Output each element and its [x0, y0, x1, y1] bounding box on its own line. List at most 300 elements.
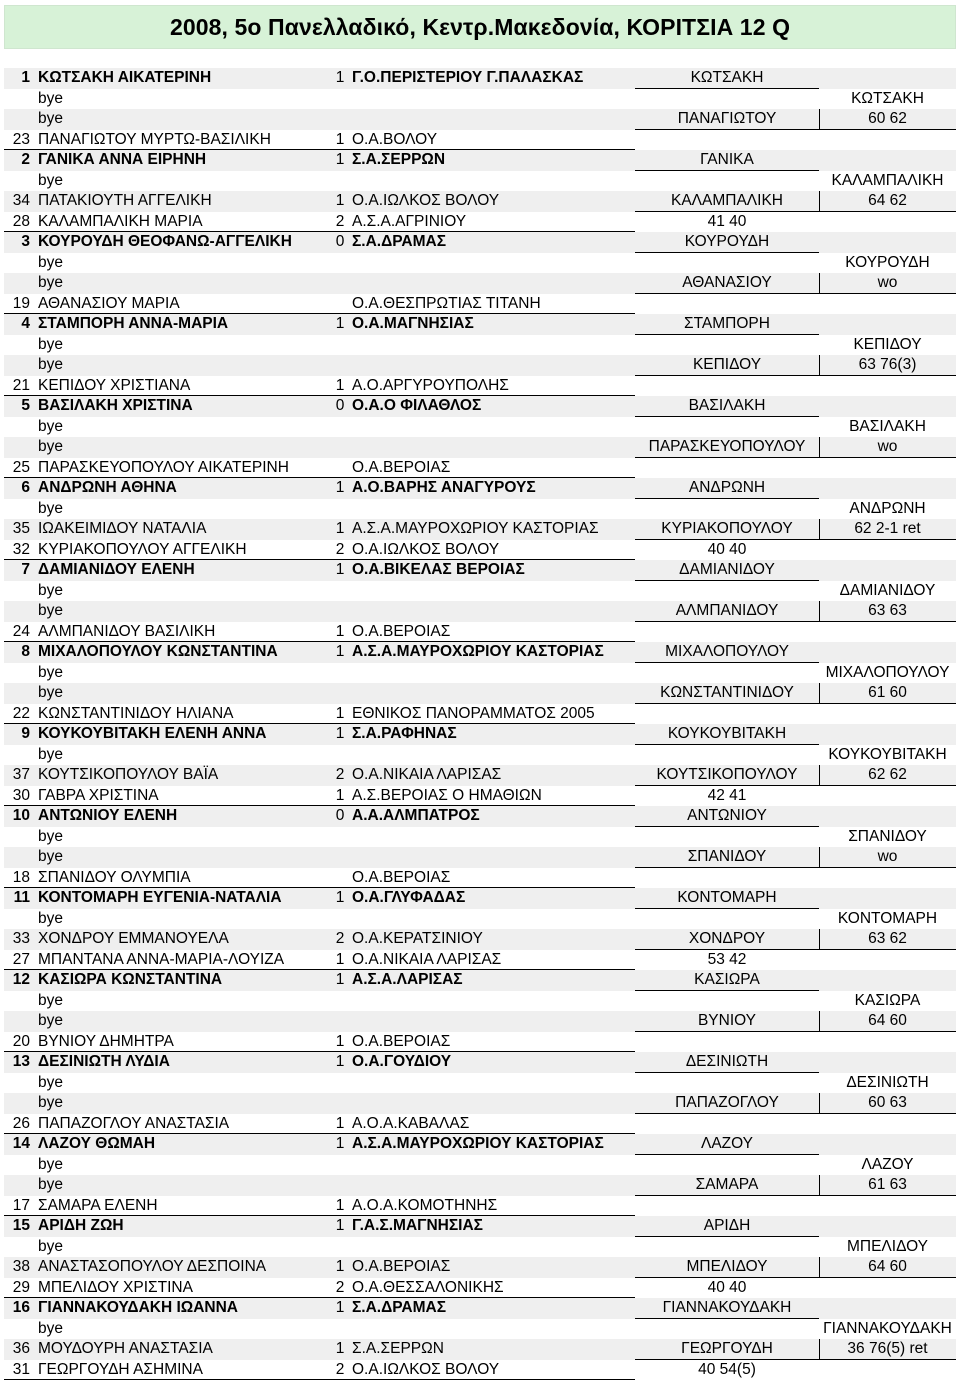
player-name: ΚΑΛΑΜΠΑΛΙΚΗ ΜΑΡΙΑ: [38, 212, 203, 230]
round1-result: 41 40: [707, 212, 747, 230]
draw-row: [4, 806, 956, 827]
player-name: ΚΟΥΚΟΥΒΙΤΑΚΗ ΕΛΕΝΗ ΑΝΝΑ: [38, 725, 267, 742]
list-flag: 1: [335, 1032, 345, 1050]
club-name: Ο.Α.ΒΕΡΟΙΑΣ: [352, 868, 451, 886]
club-name: Σ.Α.ΡΑΦΗΝΑΣ: [352, 725, 457, 742]
draw-row: [4, 212, 956, 233]
seed-number: 32: [12, 540, 30, 558]
round1-result: ΣΠΑΝΙΔΟΥ: [635, 847, 820, 868]
list-flag: 2: [335, 212, 345, 230]
round2-result: wo: [819, 273, 956, 294]
draw-row: [4, 622, 956, 643]
round2-result: 36 76(5) ret: [819, 1339, 956, 1360]
round1-result: ΚΟΥΡΟΥΔΗ: [635, 232, 819, 253]
player-name: bye: [38, 1237, 63, 1255]
round1-result: 40 40: [707, 540, 747, 558]
draw-row: [4, 273, 956, 294]
draw-row: [4, 663, 956, 684]
draw-row: [4, 888, 956, 909]
draw-row: [4, 1155, 956, 1176]
list-flag: 1: [335, 192, 345, 209]
player-name: ΛΑΖΟΥ ΘΩΜΑΗ: [38, 1135, 156, 1152]
round2-result: 61 60: [819, 683, 956, 704]
draw-row: [4, 929, 956, 950]
draw-row: [4, 1237, 956, 1258]
round1-result: ΜΠΕΛΙΔΟΥ: [635, 1257, 820, 1278]
player-name: ΚΕΠΙΔΟΥ ΧΡΙΣΤΙΑΝΑ: [38, 376, 191, 394]
seed-number: 36: [12, 1340, 30, 1357]
round1-result: ΠΑΝΑΓΙΩΤΟΥ: [635, 109, 820, 130]
round2-result: ΔΑΜΙΑΝΙΔΟΥ: [819, 581, 956, 602]
round2-result: 64 60: [819, 1257, 956, 1278]
club-name: Γ.Ο.ΠΕΡΙΣΤΕΡΙΟΥ Γ.ΠΑΛΑΣΚΑΣ: [352, 69, 584, 86]
round1-result: ΑΝΤΩΝΙΟΥ: [635, 806, 819, 827]
round1-result: ΓΑΝΙΚΑ: [635, 150, 819, 171]
seed-number: 6: [21, 479, 30, 496]
list-flag: 2: [335, 540, 345, 558]
round1-result: ΚΕΠΙΔΟΥ: [635, 355, 820, 376]
club-name: ΕΘΝΙΚΟΣ ΠΑΝΟΡΑΜΜΑΤΟΣ 2005: [352, 704, 595, 722]
club-name: Ο.Α.ΝΙΚΑΙΑ ΛΑΡΙΣΑΣ: [352, 766, 502, 783]
player-name: bye: [38, 110, 63, 127]
player-name: ΑΡΙΔΗ ΖΩΗ: [38, 1217, 124, 1234]
club-name: Ο.Α.ΙΩΛΚΟΣ ΒΟΛΟΥ: [352, 540, 500, 558]
player-name: bye: [38, 1073, 63, 1091]
round2-result: ΣΠΑΝΙΔΟΥ: [819, 827, 956, 848]
round2-result: ΓΙΑΝΝΑΚΟΥΔΑΚΗ: [819, 1319, 956, 1340]
list-flag: 1: [335, 1196, 345, 1214]
page-title: 2008, 5ο Πανελλαδικό, Κεντρ.Μακεδονία, ΚΟΡΙΤΣΙΑ 12 Q: [169, 13, 791, 40]
club-name: Α.Σ.Α.ΜΑΥΡΟΧΩΡΙΟΥ ΚΑΣΤΟΡΙΑΣ: [352, 520, 599, 537]
player-name: ΣΠΑΝΙΔΟΥ ΟΛΥΜΠΙΑ: [38, 868, 191, 886]
round1-result: ΑΘΑΝΑΣΙΟΥ: [635, 273, 820, 294]
list-flag: 2: [335, 930, 345, 947]
club-name: Σ.Α.ΣΕΡΡΩΝ: [352, 1340, 444, 1357]
player-name: bye: [38, 581, 63, 599]
player-name: ΚΥΡΙΑΚΟΠΟΥΛΟΥ ΑΓΓΕΛΙΚΗ: [38, 540, 247, 558]
round2-result: ΚΟΥΡΟΥΔΗ: [819, 253, 956, 274]
draw-row: [4, 1298, 956, 1319]
seed-number: 2: [21, 151, 30, 168]
player-name: ΒΑΣΙΛΑΚΗ ΧΡΙΣΤΙΝΑ: [38, 397, 193, 414]
club-name: Ο.Α.ΒΕΡΟΙΑΣ: [352, 458, 451, 476]
club-name: Ο.Α.ΜΑΓΝΗΣΙΑΣ: [352, 315, 474, 332]
club-name: Α.Σ.Α.ΛΑΡΙΣΑΣ: [352, 971, 463, 988]
draw-row: [4, 1360, 956, 1381]
seed-number: 34: [12, 192, 30, 209]
round2-result: ΚΟΝΤΟΜΑΡΗ: [819, 909, 956, 930]
player-name: ΔΑΜΙΑΝΙΔΟΥ ΕΛΕΝΗ: [38, 561, 195, 578]
round1-result: ΚΩΤΣΑΚΗ: [635, 68, 819, 89]
round1-result: 40 54(5): [698, 1360, 756, 1378]
round1-result: ΚΩΝΣΤΑΝΤΙΝΙΔΟΥ: [635, 683, 820, 704]
round2-result: ΚΑΣΙΩΡΑ: [819, 991, 956, 1012]
player-name: ΓΙΑΝΝΑΚΟΥΔΑΚΗ ΙΩΑΝΝΑ: [38, 1299, 238, 1316]
list-flag: 0: [335, 233, 345, 250]
round1-result: ΠΑΡΑΣΚΕΥΟΠΟΥΛΟΥ: [635, 437, 820, 458]
draw-row: [4, 786, 956, 807]
list-flag: 1: [335, 520, 345, 537]
round2-result: ΚΑΛΑΜΠΑΛΙΚΗ: [819, 171, 956, 192]
player-name: ΧΟΝΔΡΟΥ ΕΜΜΑΝΟΥΕΛΑ: [38, 930, 229, 947]
list-flag: 2: [335, 1360, 345, 1378]
seed-number: 7: [21, 561, 30, 578]
seed-number: 22: [12, 704, 30, 722]
club-name: Ο.Α.ΒΟΛΟΥ: [352, 130, 438, 148]
seed-number: 13: [12, 1053, 30, 1070]
seed-number: 4: [21, 315, 30, 332]
seed-number: 24: [12, 622, 30, 640]
round2-result: ΚΩΤΣΑΚΗ: [819, 89, 956, 110]
club-name: Ο.Α.ΒΙΚΕΛΑΣ ΒΕΡΟΙΑΣ: [352, 561, 525, 578]
draw-row: [4, 1339, 956, 1360]
player-name: bye: [38, 1319, 63, 1337]
round1-result: ΔΑΜΙΑΝΙΔΟΥ: [635, 560, 819, 581]
list-flag: 1: [335, 376, 345, 394]
club-name: Σ.Α.ΔΡΑΜΑΣ: [352, 233, 447, 250]
draw-row: [4, 950, 956, 971]
player-name: ΚΩΝΣΤΑΝΤΙΝΙΔΟΥ ΗΛΙΑΝΑ: [38, 704, 234, 722]
round2-result: ΚΕΠΙΔΟΥ: [819, 335, 956, 356]
club-name: Ο.Α.ΙΩΛΚΟΣ ΒΟΛΟΥ: [352, 1360, 500, 1378]
draw-row: [4, 232, 956, 253]
draw-row: [4, 314, 956, 335]
draw-row: [4, 868, 956, 889]
club-name: Ο.Α.ΓΛΥΦΑΔΑΣ: [352, 889, 466, 906]
round2-result: ΒΑΣΙΛΑΚΗ: [819, 417, 956, 438]
club-name: Α.Ο.ΒΑΡΗΣ ΑΝΑΓΥΡΟΥΣ: [352, 479, 536, 496]
player-name: ΜΟΥΔΟΥΡΗ ΑΝΑΣΤΑΣΙΑ: [38, 1340, 213, 1357]
draw-row: [4, 478, 956, 499]
draw-row: [4, 355, 956, 376]
player-name: ΑΝΤΩΝΙΟΥ ΕΛΕΝΗ: [38, 807, 178, 824]
round1-result: ΑΝΔΡΩΝΗ: [635, 478, 819, 499]
seed-number: 14: [12, 1135, 30, 1152]
list-flag: 2: [335, 766, 345, 783]
player-name: bye: [38, 335, 63, 353]
round2-result: 63 62: [819, 929, 956, 950]
draw-row: [4, 1052, 956, 1073]
player-name: ΓΑΒΡΑ ΧΡΙΣΤΙΝΑ: [38, 786, 159, 804]
draw-row: [4, 581, 956, 602]
seed-number: 25: [12, 458, 30, 476]
round1-result: ΓΙΑΝΝΑΚΟΥΔΑΚΗ: [635, 1298, 819, 1319]
club-name: Ο.Α.ΚΕΡΑΤΣΙΝΙΟΥ: [352, 930, 483, 947]
round1-result: ΚΑΣΙΩΡΑ: [635, 970, 819, 991]
list-flag: 1: [335, 643, 345, 660]
player-name: bye: [38, 417, 63, 435]
seed-number: 16: [12, 1299, 30, 1316]
player-name: bye: [38, 499, 63, 517]
round1-result: ΚΟΥΚΟΥΒΙΤΑΚΗ: [635, 724, 819, 745]
seed-number: 21: [12, 376, 30, 394]
draw-row: [4, 601, 956, 622]
player-name: ΜΙΧΑΛΟΠΟΥΛΟΥ ΚΩΝΣΤΑΝΤΙΝΑ: [38, 643, 278, 660]
round1-result: ΒΥΝΙΟΥ: [635, 1011, 820, 1032]
list-flag: 1: [335, 315, 345, 332]
round2-result: ΔΕΣΙΝΙΩΤΗ: [819, 1073, 956, 1094]
club-name: Α.Σ.ΒΕΡΟΙΑΣ Ο ΗΜΑΘΙΩΝ: [352, 786, 542, 804]
draw-row: [4, 253, 956, 274]
round2-result: 60 63: [819, 1093, 956, 1114]
draw-row: [4, 827, 956, 848]
draw-row: [4, 1257, 956, 1278]
list-flag: 0: [335, 807, 345, 824]
round2-result: ΜΠΕΛΙΔΟΥ: [819, 1237, 956, 1258]
draw-row: [4, 642, 956, 663]
player-name: ΣΤΑΜΠΟΡΗ ΑΝΝΑ-ΜΑΡΙΑ: [38, 315, 229, 332]
seed-number: 33: [12, 930, 30, 947]
player-name: ΙΩΑΚΕΙΜΙΔΟΥ ΝΑΤΑΛΙΑ: [38, 520, 207, 537]
round1-result: ΑΛΜΠΑΝΙΔΟΥ: [635, 601, 820, 622]
player-name: ΚΟΥΡΟΥΔΗ ΘΕΟΦΑΝΩ-ΑΓΓΕΛΙΚΗ: [38, 233, 292, 250]
club-name: Ο.Α.ΒΕΡΟΙΑΣ: [352, 1032, 451, 1050]
draw-row: [4, 1073, 956, 1094]
seed-number: 8: [21, 643, 30, 660]
draw-row: [4, 499, 956, 520]
round1-result: ΒΑΣΙΛΑΚΗ: [635, 396, 819, 417]
club-name: Ο.Α.ΝΙΚΑΙΑ ΛΑΡΙΣΑΣ: [352, 950, 502, 968]
draw-row: [4, 437, 956, 458]
draw-row: [4, 1216, 956, 1237]
player-name: bye: [38, 356, 63, 373]
list-flag: 1: [335, 130, 345, 148]
seed-number: 10: [12, 807, 30, 824]
player-name: ΚΩΤΣΑΚΗ ΑΙΚΑΤΕΡΙΝΗ: [38, 69, 212, 86]
player-name: ΠΑΠΑΖΟΓΛΟΥ ΑΝΑΣΤΑΣΙΑ: [38, 1114, 230, 1132]
club-name: Ο.Α.ΓΟΥΔΙΟΥ: [352, 1053, 452, 1070]
seed-number: 38: [12, 1258, 30, 1275]
seed-number: 5: [21, 397, 30, 414]
round1-result: ΛΑΖΟΥ: [635, 1134, 819, 1155]
seed-number: 35: [12, 520, 30, 537]
seed-number: 28: [12, 212, 30, 230]
seed-number: 1: [21, 69, 30, 86]
seed-number: 12: [12, 971, 30, 988]
club-name: Α.Α.ΑΛΜΠΑΤΡΟΣ: [352, 807, 480, 824]
player-name: bye: [38, 684, 63, 701]
draw-row: [4, 1093, 956, 1114]
player-name: ΑΝΑΣΤΑΣΟΠΟΥΛΟΥ ΔΕΣΠΟΙΝΑ: [38, 1258, 267, 1275]
player-name: ΒΥΝΙΟΥ ΔΗΜΗΤΡΑ: [38, 1032, 174, 1050]
list-flag: 1: [335, 1053, 345, 1070]
draw-row: [4, 376, 956, 397]
round1-result: ΚΟΥΤΣΙΚΟΠΟΥΛΟΥ: [635, 765, 820, 786]
draw-row: [4, 1011, 956, 1032]
round2-result: 60 62: [819, 109, 956, 130]
round2-result: ΛΑΖΟΥ: [819, 1155, 956, 1176]
seed-number: 26: [12, 1114, 30, 1132]
club-name: Α.Σ.Α.ΜΑΥΡΟΧΩΡΙΟΥ ΚΑΣΤΟΡΙΑΣ: [352, 1135, 604, 1152]
list-flag: 1: [335, 725, 345, 742]
player-name: bye: [38, 848, 63, 865]
draw-row: [4, 745, 956, 766]
list-flag: 1: [335, 561, 345, 578]
draw-row: [4, 171, 956, 192]
round1-result: ΑΡΙΔΗ: [635, 1216, 819, 1237]
draw-row: [4, 560, 956, 581]
club-name: Σ.Α.ΣΕΡΡΩΝ: [352, 151, 446, 168]
player-name: ΓΕΩΡΓΟΥΔΗ ΑΣΗΜΙΝΑ: [38, 1360, 203, 1378]
round1-result: ΔΕΣΙΝΙΩΤΗ: [635, 1052, 819, 1073]
draw-row: [4, 294, 956, 315]
player-name: bye: [38, 1176, 63, 1193]
seed-number: 3: [21, 233, 30, 250]
draw-row: [4, 1196, 956, 1217]
draw-row: [4, 847, 956, 868]
player-name: bye: [38, 274, 63, 291]
club-name: Α.Ο.Α.ΚΑΒΑΛΑΣ: [352, 1114, 470, 1132]
draw-row: [4, 109, 956, 130]
round2-result: wo: [819, 847, 956, 868]
list-flag: 1: [335, 1217, 345, 1234]
round1-result: ΠΑΠΑΖΟΓΛΟΥ: [635, 1093, 820, 1114]
round1-result: ΣΑΜΑΡΑ: [635, 1175, 820, 1196]
player-name: ΚΑΣΙΩΡΑ ΚΩΝΣΤΑΝΤΙΝΑ: [38, 971, 223, 988]
round1-result: 53 42: [707, 950, 747, 968]
list-flag: 1: [335, 1135, 345, 1152]
player-name: ΠΑΤΑΚΙΟΥΤΗ ΑΓΓΕΛΙΚΗ: [38, 192, 212, 209]
draw-row: [4, 417, 956, 438]
round1-result: 42 41: [707, 786, 747, 804]
round2-result: 63 76(3): [819, 355, 956, 376]
club-name: Ο.Α.ΘΕΣΣΑΛΟΝΙΚΗΣ: [352, 1278, 504, 1296]
club-name: Α.Σ.Α.ΑΓΡΙΝΙΟΥ: [352, 212, 467, 230]
round1-result: ΜΙΧΑΛΟΠΟΥΛΟΥ: [635, 642, 819, 663]
seed-number: 29: [12, 1278, 30, 1296]
seed-number: 27: [12, 950, 30, 968]
player-name: bye: [38, 438, 63, 455]
draw-row: [4, 89, 956, 110]
draw-row: [4, 724, 956, 745]
round2-result: 64 62: [819, 191, 956, 212]
round2-result: ΜΙΧΑΛΟΠΟΥΛΟΥ: [819, 663, 956, 684]
club-name: Α.Ο.ΑΡΓΥΡΟΥΠΟΛΗΣ: [352, 376, 509, 394]
club-name: Ο.Α.ΙΩΛΚΟΣ ΒΟΛΟΥ: [352, 192, 500, 209]
list-flag: 1: [335, 1299, 345, 1316]
seed-number: 20: [12, 1032, 30, 1050]
list-flag: 1: [335, 1258, 345, 1275]
club-name: Ο.Α.Ο ΦΙΛΑΘΛΟΣ: [352, 397, 482, 414]
player-name: bye: [38, 171, 63, 189]
player-name: bye: [38, 89, 63, 107]
round2-result: 62 62: [819, 765, 956, 786]
round2-result: ΚΟΥΚΟΥΒΙΤΑΚΗ: [819, 745, 956, 766]
club-name: Α.Ο.Α.ΚΟΜΟΤΗΝΗΣ: [352, 1196, 498, 1214]
list-flag: 1: [335, 69, 345, 86]
round1-result: ΚΑΛΑΜΠΑΛΙΚΗ: [635, 191, 820, 212]
draw-row: [4, 191, 956, 212]
list-flag: 1: [335, 786, 345, 804]
draw-row: [4, 909, 956, 930]
draw-row: [4, 396, 956, 417]
club-name: Σ.Α.ΔΡΑΜΑΣ: [352, 1299, 447, 1316]
player-name: bye: [38, 602, 63, 619]
club-name: Γ.Α.Σ.ΜΑΓΝΗΣΙΑΣ: [352, 1217, 483, 1234]
seed-number: 9: [21, 725, 30, 742]
draw-row: [4, 68, 956, 89]
list-flag: 1: [335, 1114, 345, 1132]
club-name: Α.Σ.Α.ΜΑΥΡΟΧΩΡΙΟΥ ΚΑΣΤΟΡΙΑΣ: [352, 643, 604, 660]
seed-number: 11: [13, 889, 30, 906]
draw-row: [4, 683, 956, 704]
player-name: ΔΕΣΙΝΙΩΤΗ ΛΥΔΙΑ: [38, 1053, 170, 1070]
round1-result: 40 40: [707, 1278, 747, 1296]
draw-row: [4, 704, 956, 725]
round1-result: ΓΕΩΡΓΟΥΔΗ: [635, 1339, 820, 1360]
round2-result: wo: [819, 437, 956, 458]
draw-bracket: [4, 68, 956, 1380]
player-name: ΣΑΜΑΡΑ ΕΛΕΝΗ: [38, 1196, 158, 1214]
seed-number: 23: [12, 130, 30, 148]
draw-row: [4, 130, 956, 151]
club-name: Ο.Α.ΘΕΣΠΡΩΤΙΑΣ ΤΙΤΑΝΗ: [352, 294, 541, 312]
round2-result: 61 63: [819, 1175, 956, 1196]
club-name: Ο.Α.ΒΕΡΟΙΑΣ: [352, 622, 451, 640]
list-flag: 1: [335, 479, 345, 496]
draw-row: [4, 335, 956, 356]
round1-result: ΚΥΡΙΑΚΟΠΟΥΛΟΥ: [635, 519, 820, 540]
seed-number: 31: [12, 1360, 30, 1378]
draw-row: [4, 1278, 956, 1299]
player-name: bye: [38, 253, 63, 271]
round2-result: 63 63: [819, 601, 956, 622]
player-name: ΑΝΔΡΩΝΗ ΑΘΗΝΑ: [38, 479, 177, 496]
seed-number: 37: [12, 766, 30, 783]
draw-row: [4, 1134, 956, 1155]
player-name: ΜΠΕΛΙΔΟΥ ΧΡΙΣΤΙΝΑ: [38, 1278, 193, 1296]
player-name: ΠΑΝΑΓΙΩΤΟΥ ΜΥΡΤΩ-ΒΑΣΙΛΙΚΗ: [38, 130, 271, 148]
seed-number: 30: [12, 786, 30, 804]
player-name: ΚΟΥΤΣΙΚΟΠΟΥΛΟΥ ΒΑΪΑ: [38, 766, 219, 783]
player-name: bye: [38, 745, 63, 763]
player-name: ΓΑΝΙΚΑ ΑΝΝΑ ΕΙΡΗΝΗ: [38, 151, 207, 168]
round2-result: ΑΝΔΡΩΝΗ: [819, 499, 956, 520]
round2-result: 64 60: [819, 1011, 956, 1032]
draw-row: [4, 765, 956, 786]
list-flag: 1: [335, 971, 345, 988]
player-name: bye: [38, 1012, 63, 1029]
player-name: ΚΟΝΤΟΜΑΡΗ ΕΥΓΕΝΙΑ-ΝΑΤΑΛΙΑ: [38, 889, 282, 906]
player-name: ΠΑΡΑΣΚΕΥΟΠΟΥΛΟΥ ΑΙΚΑΤΕΡΙΝΗ: [38, 458, 289, 476]
seed-number: 19: [12, 294, 30, 312]
list-flag: 1: [335, 151, 345, 168]
draw-row: [4, 1319, 956, 1340]
player-name: bye: [38, 991, 63, 1009]
player-name: ΑΛΜΠΑΝΙΔΟΥ ΒΑΣΙΛΙΚΗ: [38, 622, 216, 640]
draw-row: [4, 519, 956, 540]
round1-result: ΣΤΑΜΠΟΡΗ: [635, 314, 819, 335]
draw-row: [4, 458, 956, 479]
player-name: bye: [38, 663, 63, 681]
list-flag: 1: [335, 622, 345, 640]
list-flag: 2: [335, 1278, 345, 1296]
draw-row: [4, 150, 956, 171]
list-flag: 0: [335, 397, 345, 414]
draw-row: [4, 1032, 956, 1053]
player-name: bye: [38, 1155, 63, 1173]
seed-number: 15: [12, 1217, 30, 1234]
list-flag: 1: [335, 950, 345, 968]
title-banner: [4, 5, 956, 49]
player-name: bye: [38, 1094, 63, 1111]
draw-row: [4, 1114, 956, 1135]
round1-result: ΚΟΝΤΟΜΑΡΗ: [635, 888, 819, 909]
player-name: bye: [38, 827, 63, 845]
round2-result: 62 2-1 ret: [819, 519, 956, 540]
seed-number: 18: [12, 868, 30, 886]
player-name: ΑΘΑΝΑΣΙΟΥ ΜΑΡΙΑ: [38, 294, 180, 312]
